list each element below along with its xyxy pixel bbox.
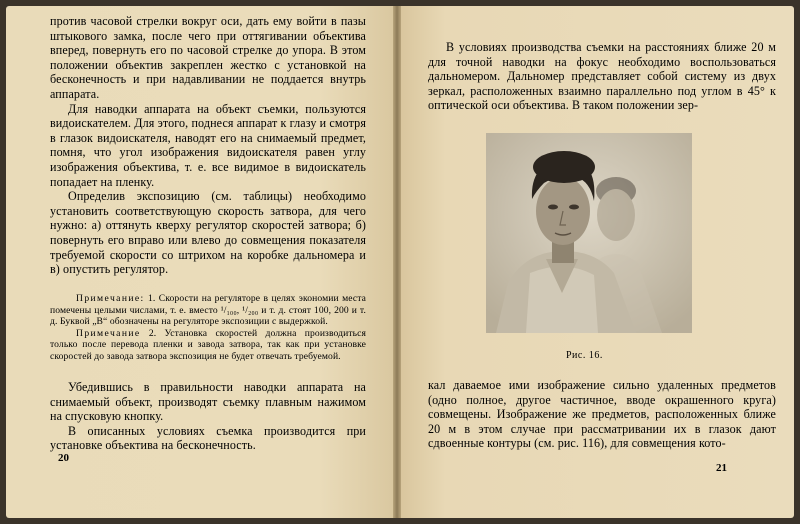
portrait-image	[486, 133, 692, 333]
paragraph: В условиях производства съемки на расстояниях ближе 20 м для точной наводки на фокус необходимо воспользоваться дальномером. Дальномер представляет собой систему из двух зеркал, расположенных взаимно параллельно под углом в 45° к оптической оси объектива. В таком положении зер-	[428, 40, 776, 113]
paragraph: В описанных условиях съемка производится при установке объектива на бесконечность.	[50, 423, 366, 453]
paragraph: Для наводки аппарата на объект съемки, пользуются видоискателем. Для этого, поднеся аппарат к глазу и смотря в глазок видоискателя, наводят его на снимаемый предмет, помня, что угол изображения видоискателя равен углу изображения объектива, т. е. все видимое в видоискатель попадает на пленку.	[50, 101, 366, 189]
left-page-body	[50, 14, 366, 277]
book-gutter	[393, 6, 401, 518]
paragraph: кал даваемое ими изображение сильно удаленных предметов (одно полное, другое частичное, вводе окрашенного круга) совмещены. Изображение же предметов, расположенных ближе 20 м в этом случае при рассматривании их в глазок дают сдвоенные контуры (см. рис. 116), для совмещения кото-	[428, 378, 776, 451]
figure-photo	[486, 133, 692, 333]
paragraph: Убедившись в правильности наводки аппарата на снимаемый объект, производят съемку плавным нажимом на спусковую кнопку.	[50, 380, 366, 424]
left-page-number: 20	[58, 452, 69, 464]
right-page-top-text	[428, 40, 776, 113]
note-1	[50, 293, 366, 328]
note-2-label: Примечание	[76, 327, 141, 339]
right-page-bottom-text	[428, 378, 776, 451]
left-page-notes	[50, 293, 366, 363]
right-page-number: 21	[716, 462, 727, 474]
left-page-body-continued	[50, 380, 366, 453]
figure-caption: Рис. 16.	[566, 350, 603, 361]
note-1-text: 1. Скорости на регуляторе в целях экономии места помечены целыми числами, т. е. вместо ¹/₁₀₀, ¹/₂₀₀ и т. д. стоят 100, 200 и т. д. Буквой „В“ обозначены на регуляторе экспозиции с выдержкой.	[50, 293, 367, 328]
paragraph: против часовой стрелки вокруг оси, дать ему войти в пазы штыкового замка, после чего при оттягивании объектива вперед, повернуть его по часовой стрелке до упора. В этом положении объектив закреплен жестко с установкой на бесконечность и при надавливании не поддается внутрь аппарата.	[50, 14, 366, 101]
note-2-text: 2. Установка скоростей должна производиться только после перевода пленки и завода затвора, так как при установке скоростей до завода затвора экспозиция не будет отвечать требуемой.	[50, 327, 366, 362]
note-2	[50, 328, 366, 363]
note-1-label: Примечание:	[76, 293, 145, 304]
paragraph: Определив экспозицию (см. таблицы) необходимо установить соответствующую скорость затвора, для чего нужно: а) оттянуть кверху регулятор скоростей затвора; б) повернуть его вправо или влево до совмещения показателя требуемой скорости со штрихом на коробке дальномера и в) опустить регулятор.	[50, 189, 366, 277]
